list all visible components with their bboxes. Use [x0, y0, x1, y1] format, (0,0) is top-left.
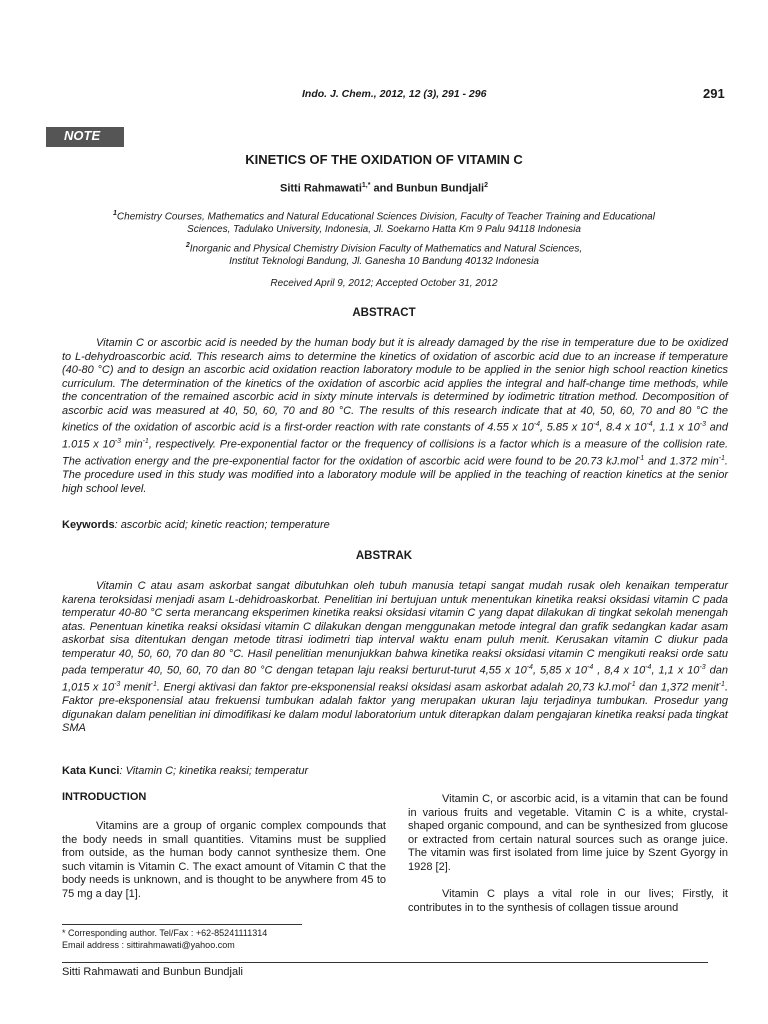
abstract-text: Vitamin C or ascorbic acid is needed by the human body but it is already damaged by the rise in temperature due to be oxidized to L-dehydroascorbic acid. This research aims to determine the kinetics of oxidation of ascorbic acid due to an increase if temperature (40-80 °C) and to design an ascorbic acid oxidation reaction laboratory module to be applied in the senior high school reaction kinetics curriculum. The determination of the kinetics of the oxidation of ascorbic acid applies the integral and half-change time methods, while the concentration of the remained ascorbic acid in sixty minute intervals is determined by iodimetric titration method. Decomposition of ascorbic acid was measured at 40, 50, 60, 70 and 80 °C. The results of this research indicate that at 40, 50, 60, 70 and 80 °C the kinetics of the oxidation of ascorbic acid is a first-order reaction with rate constants of 4.55 x $10^{-4}$, 5.85 x $10^{-4}$, 8.4 x $10^{-4}$, 1.1 x $10^{-3}$ and 1.015 x $10^{-3}$ $\min^{-1}$, respectively. Pre-exponential factor or the frequency of collisions is a factor which is a measure of the collision rate. The activation energy and the pre-exponential factor for the oxidation of ascorbic acid were found to be 20.73 kJ.mol$^{-1}$ and 1.372 $\min^{-1}$. The procedure used in this study was modified into a laboratory module will be applied in the teaching of reaction kinetics at the senior high school level. — [62, 337, 729, 495]
author-line — [40, 182, 728, 195]
author-and: and — [370, 182, 397, 195]
affiliation-2-line-2: Institut Teknologi Bandung, Jl. Ganesha 10 Bandung 40132 Indonesia — [229, 256, 539, 268]
author-1: Sitti Rahmawati — [279, 182, 362, 195]
author-2: Bunbun Bundjali — [396, 182, 485, 195]
keywords-text: : ascorbic acid; kinetic reaction; temperature — [114, 519, 330, 531]
kata-kunci — [62, 765, 308, 777]
affiliation-1-line-2: Sciences, Tadulako University, Indonesia, Jl. Soekarno Hatta Km 9 Palu 94118 Indonesia — [187, 224, 581, 236]
paper-title: KINETICS OF THE OXIDATION OF VITAMIN C — [245, 152, 523, 167]
abstract-heading: ABSTRACT — [352, 307, 416, 319]
affiliation-2 — [40, 239, 728, 268]
introduction-right-paragraph-2: Vitamin C plays a vital role in our lives; Firstly, it contributes in to the synthesis of collagen tissue around — [408, 888, 728, 914]
page-number: 291 — [703, 86, 725, 101]
introduction-heading: INTRODUCTION — [62, 791, 147, 803]
footnote-corresponding-author: * Corresponding author. Tel/Fax : +62-85241111314 — [62, 928, 268, 938]
keywords-label: Keywords — [62, 519, 115, 531]
affiliation-1-sup: 1 — [113, 210, 117, 217]
affiliation-2-sup: 2 — [185, 242, 190, 249]
keywords — [62, 519, 330, 531]
journal-citation: Indo. J. Chem., 2012, 12 (3), 291 - 296 — [302, 88, 487, 100]
page-footer-authors: Sitti Rahmawati and Bunbun Bundjali — [62, 966, 244, 978]
footnote-divider — [62, 924, 302, 925]
affiliation-1-line-1: Chemistry Courses, Mathematics and Natural Educational Sciences Division, Faculty of Teacher Training and Educational — [116, 211, 655, 223]
kata-kunci-label: Kata Kunci — [62, 765, 120, 777]
footer-divider — [62, 962, 708, 963]
affiliation-2-line-1: Inorganic and Physical Chemistry Division Faculty of Mathematics and Natural Sciences, — [189, 243, 583, 255]
author-2-sup: 2 — [484, 182, 489, 189]
received-dates: Received April 9, 2012; Accepted October 31, 2012 — [270, 278, 498, 289]
abstrak-text: Vitamin C atau asam askorbat sangat dibutuhkan oleh tubuh manusia tetapi sangat mudah rusak oleh kenaikan temperatur karena teroksidasi menjadi asam L-dehidroaskorbat. Penelitian ini bertujuan untuk menentukan kinetika reaksi oksidasi vitamin C pada temperatur 40-80 °C serta merancang eksperimen kinetika reaksi oksidasi vitamin C yang dapat dilakukan di tingkat sekolah menengah atas. Penentuan kinetika reaksi oksidasi vitamin C dilakukan dengan menggunakan metode integral dan grafik sedangkan kadar asam askorbat sisa ditentukan dengan metode titrasi iodimetri tiap interval waktu enam puluh menit. Kerusakan vitamin C diukur pada temperatur 40, 50, 60, 70 dan 80 °C. Hasil penelitian menunjukkan bahwa kinetika reaksi oksidasi vitamin C mengikuti reaksi orde satu pada temperatur 40, 50, 60, 70 dan 80 °C dengan tetapan laju reaksi berturut-turut 4,55 x $10^{-4}$, 5,85 x $10^{-4}$ , 8,4 x $10^{-4}$, 1,1 x $10^{-3}$ dan 1,015 x $10^{-3}$ menit$^{-1}$. Energi aktivasi dan faktor pre-eksponensial reaksi oksidasi asam askorbat adalah 20,73 kJ.mol$^{-1}$ dan 1,372 menit$^{-1}$. Faktor pre-eksponensial atau frekuensi tumbukan adalah faktor yang merupakan ukuran laju terjadinya tumbukan. Prosedur yang digunakan dalam penelitian ini dimodifikasi ke dalam modul laboratorium untuk diterapkan dalam pengajaran kinetika reaksi pada tingkat SMA — [62, 580, 729, 735]
introduction-right-paragraph-1: Vitamin C, or ascorbic acid, is a vitamin that can be found in various fruits and vegetable. Vitamin C is a white, crystal-shaped organic compound, and can be synthesized from glucose or extracted from certain natural sources such as orange juice. The vitamin was first isolated from lime juice by Szent Gyorgy in 1928 [2]. — [408, 793, 728, 873]
introduction-left-paragraph: Vitamins are a group of organic complex compounds that the body needs in small quantities. Vitamins must be supplied from outside, as the human body cannot synthesize them. One such vitamin is Vitamin C. The exact amount of Vitamin C that the body needs is unknown, and is thought to be anywhere from 45 to 75 mg a day [1]. — [62, 820, 386, 900]
abstrak-heading: ABSTRAK — [355, 550, 413, 562]
footnote-email: Email address : sittirahmawati@yahoo.com — [62, 940, 235, 950]
author-1-sup: 1,* — [361, 182, 371, 189]
note-label: NOTE — [46, 127, 124, 147]
kata-kunci-text: : Vitamin C; kinetika reaksi; temperatur — [119, 765, 309, 777]
affiliation-1 — [40, 207, 728, 236]
